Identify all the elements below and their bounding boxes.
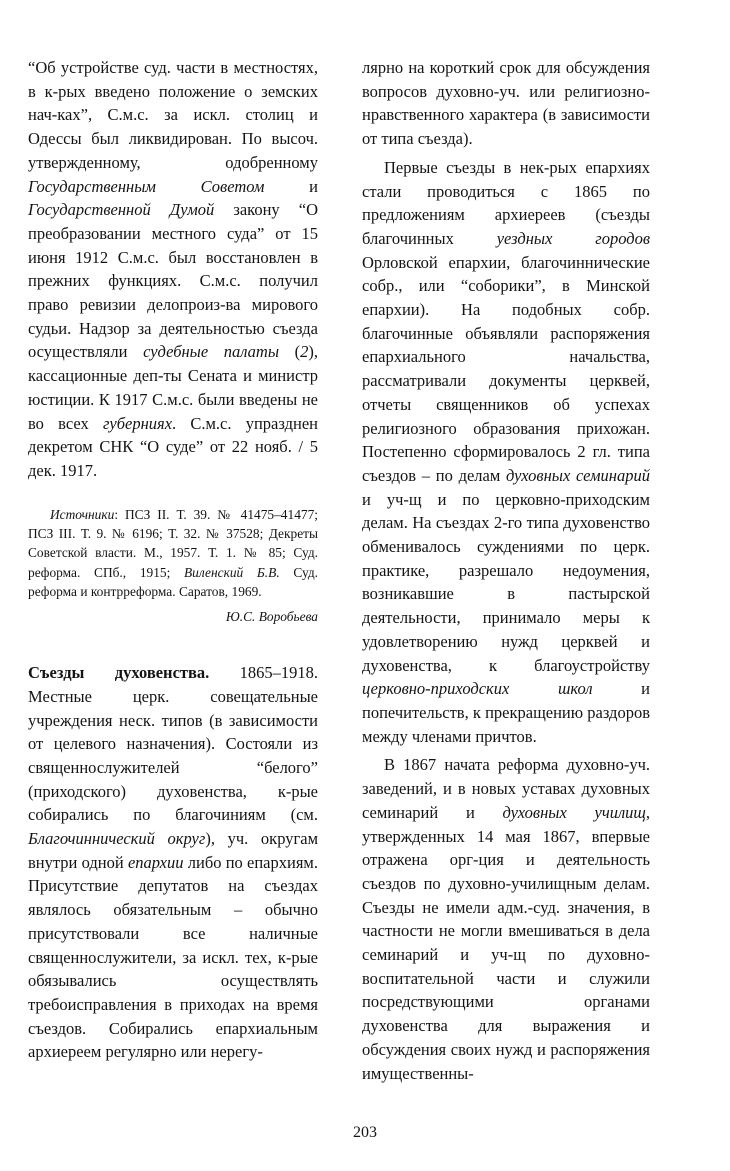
left-column: [28, 56, 318, 1064]
paragraph-continuation: лярно на короткий срок для обсуждения вопросов духовно-уч. или религиозно-нравственного характера (в зависимости от типа съезда).: [362, 58, 650, 149]
page-number: 203: [353, 1124, 377, 1141]
article-continuation-paragraph: “Об устройстве суд. части в местностях, в к-рых введено положение о земских нач-ках”, С.м.с. за искл. столиц и Одессы был ликвидирован. По высоч. утвержденному, одобренному Государственным Советом и Государственной Думой закону “О преобразовании местного суда” от 15 июня 1912 С.м.с. был восстановлен в прежних функциях. С.м.с. получил право ревизии делопроиз-ва мирового судьи. Надзор за деятельностью съезда осуществляли судебные палаты (2), кассационные деп-ты Сената и министр юстиции. К 1917 С.м.с. были введены не во всех губерниях. С.м.с. упразднен декретом СНК “О суде” от 22 нояб. / 5 дек. 1917.: [28, 58, 319, 480]
sources-author: Виленский Б.В.: [184, 564, 280, 580]
right-column: [362, 56, 650, 1085]
cross-reference: губерниях: [102, 413, 173, 433]
cross-reference: Благочиннический округ: [28, 829, 206, 849]
cross-reference: духовных семинарий: [506, 465, 650, 485]
cross-reference: Государственной Думой: [28, 200, 215, 220]
cross-reference: епархии: [127, 852, 184, 872]
paragraph-reform-1867: В 1867 начата реформа духовно-уч. заведений, и в новых уставах духовных семинарий и духовных училищ, утвержденных 14 мая 1867, впервые отражена орг-ция и деятельность съездов по духовно-училищным делам. Съезды не имели адм.-суд. значения, в частности не могли вмешиваться в дела семинарий и уч-щ по духовно-воспитательной части и служили посредствующими органами духовенства для выражения и обсуждения своих нужд и распоряжения имущественны-: [362, 755, 651, 1083]
sources-label: Источники: [50, 506, 115, 522]
cross-reference: церковно-приходских школ: [362, 679, 593, 699]
cross-reference: духовных училищ: [502, 802, 646, 822]
article-paragraph: Съезды духовенства. 1865–1918. Местные церк. совещательные учреждения неск. типов (в зависимости от целевого назначения). Состояли из священнослужителей “белого” (приходского) духовенства, к-рые собирались по благочиниям (см. Благочиннический округ), уч. округам внутри одной епархии либо по епархиям. Присутствие депутатов на съездах являлось обязательным – обычно присутствовали все наличные священнослужители, за искл. тех, к-рые обязывались осуществлять требоисправления в приходах на время съездов. Собирались епархиальным архиереем регулярно или нерегу-: [28, 663, 319, 1062]
article-title: Съезды духовенства.: [28, 663, 210, 683]
paragraph-first-congresses: Первые съезды в нек-рых епархиях стали проводиться с 1865 по предложениям архиереев (съезды благочинных уездных городов Орловской епархии, благочиннические собр., или “соборики”, в Минской епархии). На подобных собр. благочинные объявляли распоряжения епархиального начальства, рассматривали документы церквей, отчеты священников об успехах религиозного образования прихожан. Постепенно сформировалось 2 гл. типа съездов – по делам духовных семинарий и уч-щ и по церковно-приходским делам. На съездах 2-го типа духовенство обменивалось суждениями по церк. практике, разрешало недоумения, возникавшие в пастырской деятельности, принимало меры к удовлетворению нужд церквей и духовенства, к благоустройству церковно-приходских школ и попечительств, к прекращению раздоров между членами причтов.: [362, 157, 650, 746]
cross-reference: уездных городов: [496, 228, 650, 248]
author-signature: Ю.С. Воробьева: [225, 609, 318, 625]
cross-reference: Государственным Советом: [28, 176, 265, 196]
sources-block: Источники: ПСЗ II. Т. 39. № 41475–41477; ПСЗ III. Т. 9. № 6196; Т. 32. № 37528; Декреты Советской власти. М., 1957. Т. 1. № 85; Суд. реформа. СПб., 1915; Виленский Б.В. Суд. реформа и контрреформа. Саратов, 1969.: [28, 506, 318, 599]
cross-reference: судебные палаты: [143, 342, 280, 362]
